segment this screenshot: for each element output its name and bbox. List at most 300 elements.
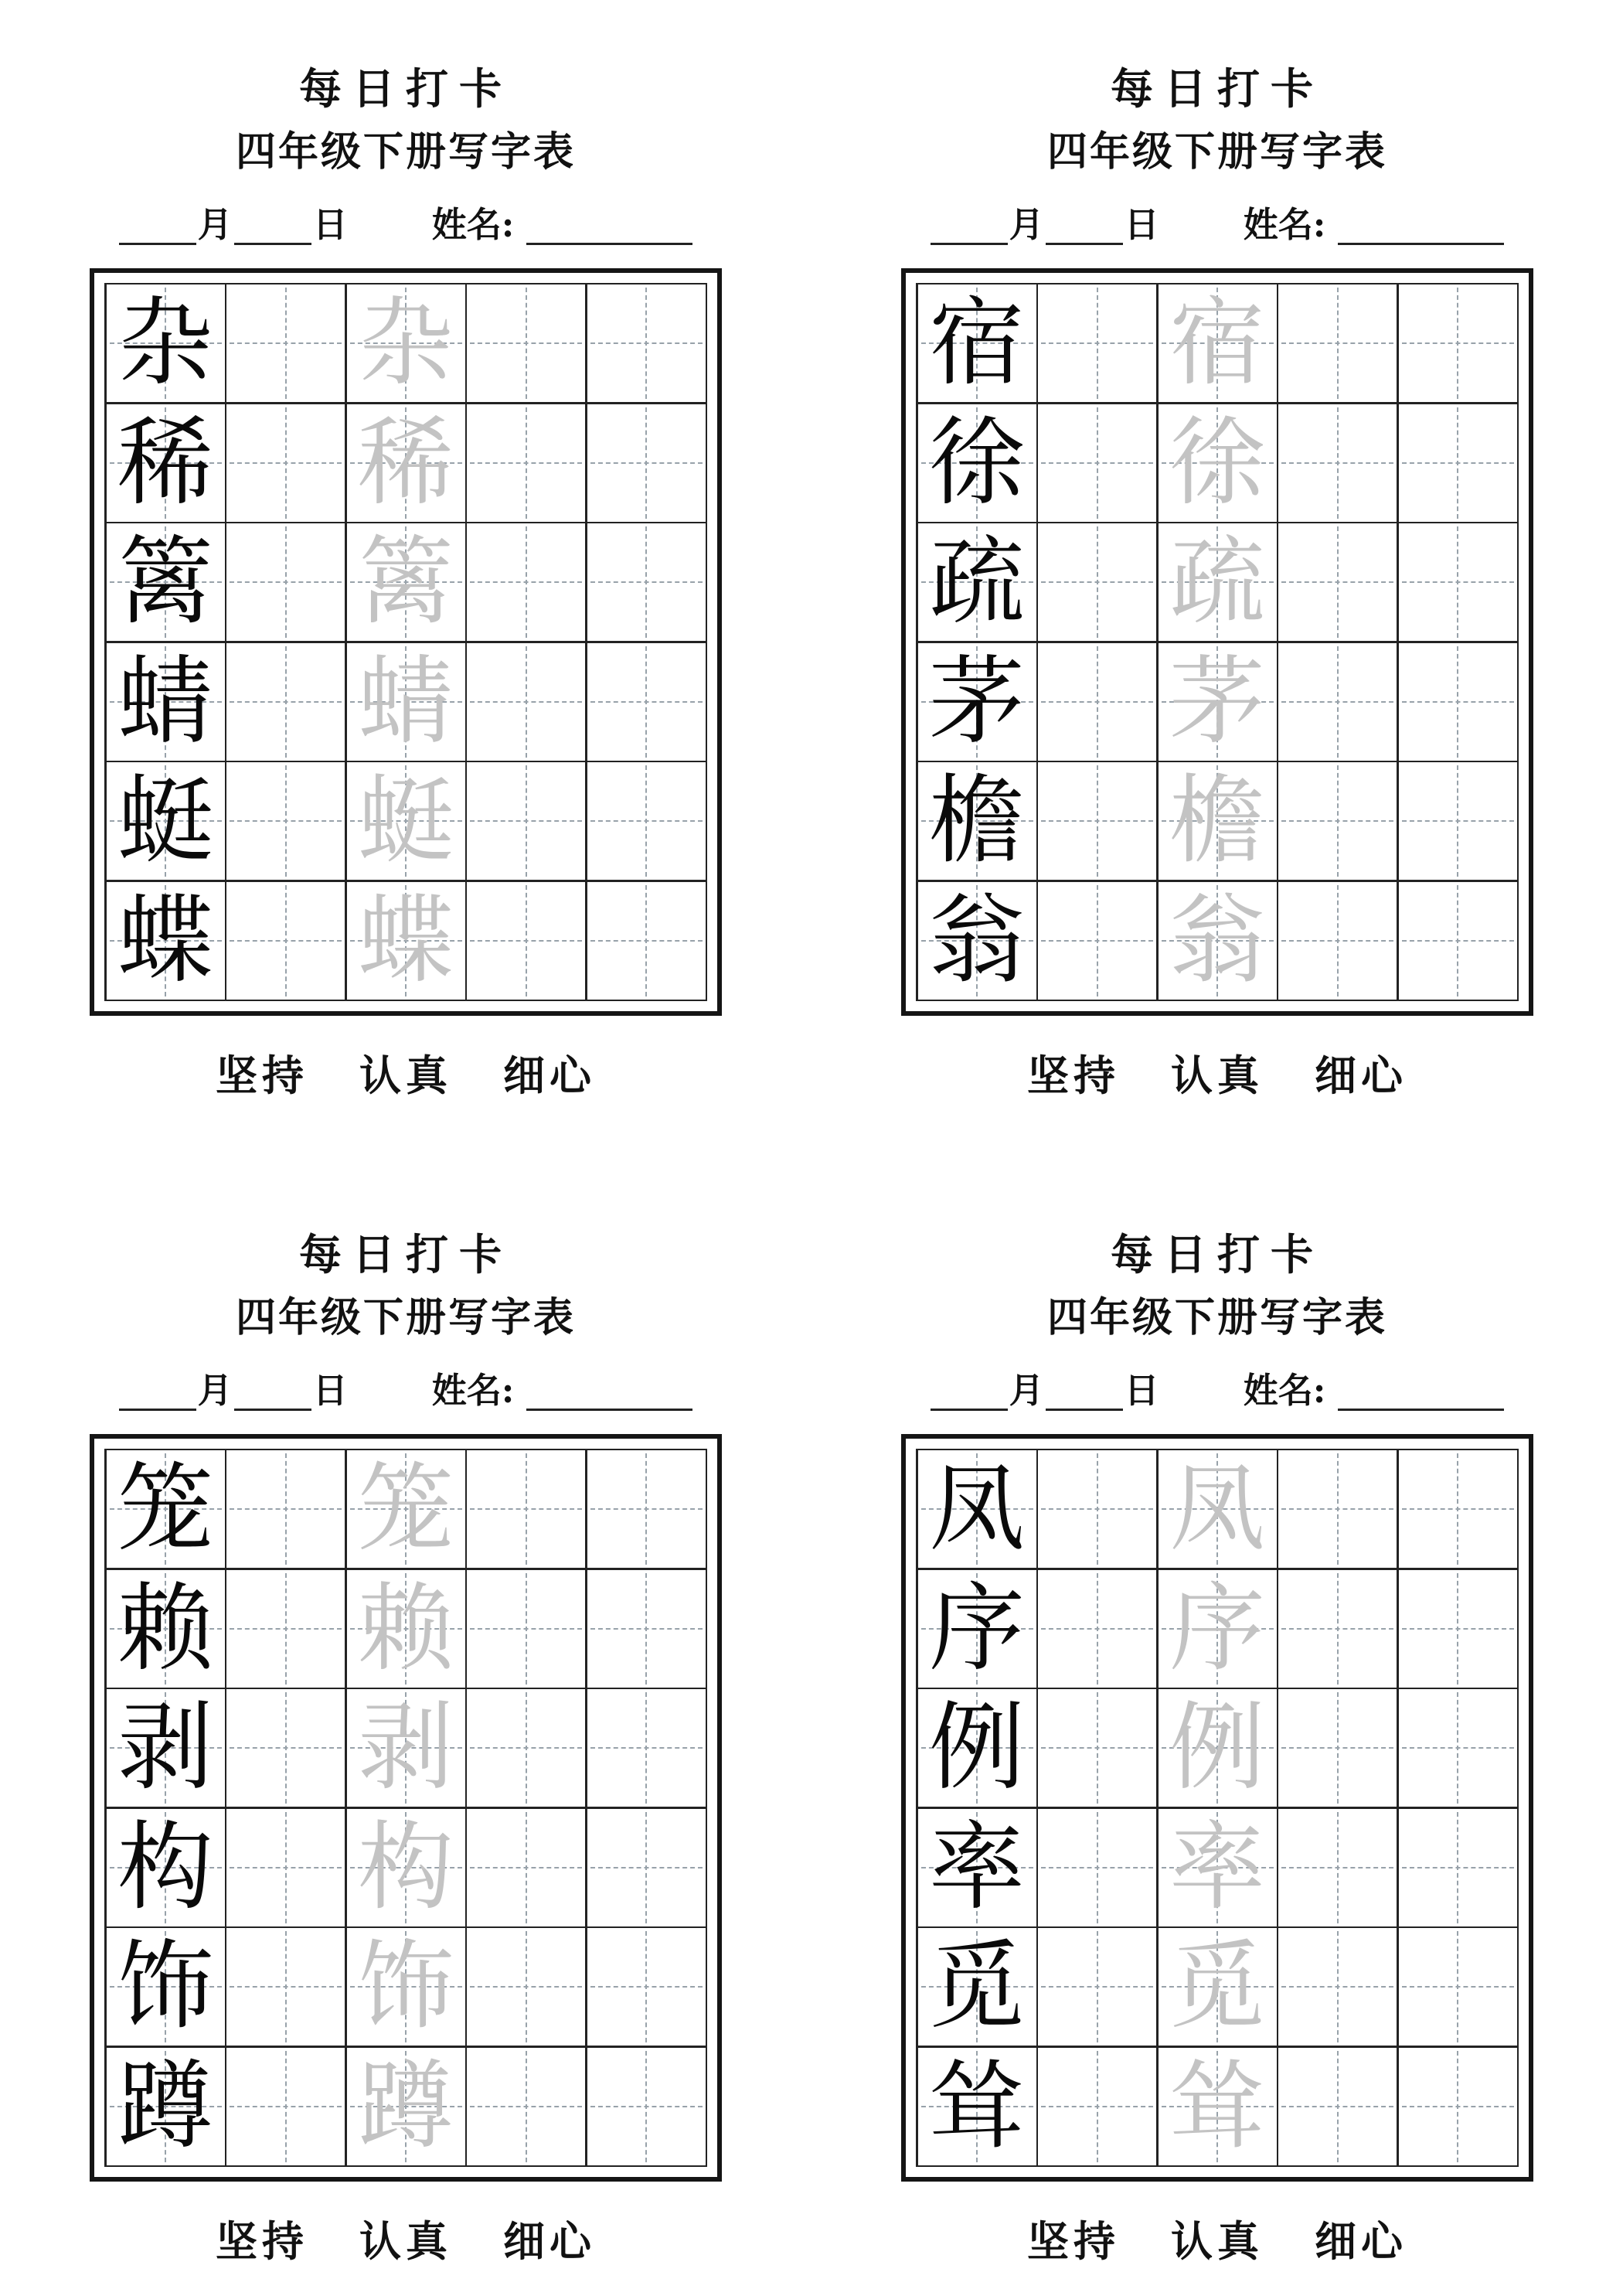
- name-label: 姓名:: [431, 203, 515, 245]
- horizontal-guide-line: [590, 820, 703, 822]
- grid-cell: [1038, 404, 1156, 522]
- model-character: 宿: [928, 288, 1025, 400]
- card-subtitle: 四年级下册写字表: [235, 128, 576, 175]
- grid-cell: [1399, 882, 1517, 1000]
- footer-word: 认真: [1171, 1051, 1264, 1101]
- grid-cell: [1159, 643, 1277, 761]
- card-footer: [1027, 1051, 1407, 1099]
- horizontal-guide-line: [470, 1628, 582, 1630]
- grid-cell: [467, 1450, 585, 1568]
- month-blank-line: [931, 207, 1008, 245]
- grid-cell: [226, 2048, 345, 2165]
- grid-cell: [226, 882, 345, 1000]
- horizontal-guide-line: [1041, 1508, 1153, 1510]
- grid-cell: [1038, 643, 1156, 761]
- practice-grid: [916, 1449, 1519, 2168]
- horizontal-guide-line: [470, 820, 582, 822]
- horizontal-guide-line: [1041, 462, 1153, 464]
- grid-cell: [347, 2048, 465, 2165]
- model-character: 檐: [928, 765, 1025, 877]
- horizontal-guide-line: [1041, 1628, 1153, 1630]
- grid-cell: [1278, 762, 1397, 880]
- name-label: 姓名:: [431, 1369, 515, 1411]
- grid-cell: [1278, 404, 1397, 522]
- grid-cell: [226, 1570, 345, 1688]
- grid-cell: [1038, 1809, 1156, 1926]
- month-blank-line: [931, 1373, 1008, 1411]
- trace-character: 蹲: [357, 2050, 454, 2162]
- horizontal-guide-line: [1402, 1628, 1514, 1630]
- grid-cell: [1278, 1450, 1397, 1568]
- grid-frame: [90, 268, 722, 1017]
- grid-cell: [587, 1450, 706, 1568]
- trace-character: 笼: [357, 1453, 454, 1565]
- grid-cell: [347, 762, 465, 880]
- trace-character: 凤: [1169, 1453, 1265, 1565]
- footer-word: 细心: [503, 2216, 596, 2267]
- grid-cell: [467, 1570, 585, 1688]
- model-character: 蹲: [117, 2050, 213, 2162]
- grid-cell: [1038, 762, 1156, 880]
- grid-cell: [1159, 1450, 1277, 1568]
- trace-character: 疏: [1169, 526, 1265, 639]
- grid-cell: [226, 523, 345, 641]
- horizontal-guide-line: [470, 462, 582, 464]
- horizontal-guide-line: [1402, 342, 1514, 344]
- horizontal-guide-line: [1041, 342, 1153, 344]
- grid-cell: [467, 643, 585, 761]
- footer-word: 细心: [1315, 2216, 1407, 2267]
- horizontal-guide-line: [1281, 1867, 1393, 1868]
- horizontal-guide-line: [1041, 820, 1153, 822]
- horizontal-guide-line: [1402, 820, 1514, 822]
- trace-character: 构: [357, 1811, 454, 1923]
- date-line: [931, 1366, 1505, 1411]
- horizontal-guide-line: [1402, 2106, 1514, 2107]
- model-character: 凤: [928, 1453, 1025, 1565]
- grid-cell: [107, 1689, 225, 1807]
- trace-character: 赖: [357, 1572, 454, 1685]
- trace-character: 蜓: [357, 765, 454, 877]
- grid-cell: [1038, 523, 1156, 641]
- grid-cell: [1278, 2048, 1397, 2165]
- horizontal-guide-line: [1402, 581, 1514, 583]
- grid-cell: [107, 523, 225, 641]
- horizontal-guide-line: [590, 1508, 703, 1510]
- month-label: 月: [197, 1369, 233, 1411]
- grid-cell: [107, 404, 225, 522]
- grid-cell: [587, 523, 706, 641]
- grid-cell: [226, 404, 345, 522]
- grid-cell: [1399, 1570, 1517, 1688]
- trace-character: 觅: [1169, 1931, 1265, 2043]
- grid-cell: [918, 643, 1036, 761]
- horizontal-guide-line: [590, 462, 703, 464]
- grid-cell: [347, 1809, 465, 1926]
- horizontal-guide-line: [1041, 581, 1153, 583]
- grid-cell: [587, 1809, 706, 1926]
- grid-cell: [1159, 882, 1277, 1000]
- model-character: 徐: [928, 407, 1025, 519]
- day-blank-line: [1046, 1373, 1123, 1411]
- card-subtitle: 四年级下册写字表: [1046, 1293, 1387, 1341]
- grid-cell: [1159, 762, 1277, 880]
- grid-cell: [1159, 284, 1277, 402]
- grid-cell: [1038, 882, 1156, 1000]
- grid-cell: [107, 2048, 225, 2165]
- grid-cell: [1159, 1928, 1277, 2046]
- trace-character: 翁: [1169, 884, 1265, 996]
- grid-cell: [226, 1450, 345, 1568]
- model-character: 茅: [928, 646, 1025, 758]
- grid-cell: [1159, 404, 1277, 522]
- grid-cell: [1159, 1570, 1277, 1688]
- horizontal-guide-line: [230, 1747, 342, 1749]
- grid-frame: [90, 1434, 722, 2182]
- day-label: 日: [1124, 203, 1159, 245]
- grid-cell: [1278, 882, 1397, 1000]
- grid-cell: [918, 1570, 1036, 1688]
- horizontal-guide-line: [470, 1508, 582, 1510]
- grid-cell: [918, 882, 1036, 1000]
- model-character: 翁: [928, 884, 1025, 996]
- horizontal-guide-line: [1402, 940, 1514, 942]
- card-subtitle: 四年级下册写字表: [1046, 128, 1387, 175]
- grid-cell: [226, 1928, 345, 2046]
- grid-cell: [467, 2048, 585, 2165]
- grid-cell: [226, 1689, 345, 1807]
- model-character: 构: [117, 1811, 213, 1923]
- horizontal-guide-line: [1281, 1747, 1393, 1749]
- horizontal-guide-line: [1402, 462, 1514, 464]
- practice-card-3: [0, 1148, 812, 2296]
- footer-word: 认真: [359, 1051, 452, 1101]
- grid-cell: [918, 1689, 1036, 1807]
- grid-cell: [1159, 523, 1277, 641]
- horizontal-guide-line: [230, 581, 342, 583]
- horizontal-guide-line: [470, 581, 582, 583]
- grid-cell: [226, 643, 345, 761]
- card-footer: [216, 1051, 596, 1099]
- horizontal-guide-line: [590, 1747, 703, 1749]
- trace-character: 饰: [357, 1931, 454, 2043]
- horizontal-guide-line: [1041, 1986, 1153, 1988]
- trace-character: 耸: [1169, 2050, 1265, 2162]
- trace-character: 率: [1169, 1811, 1265, 1923]
- horizontal-guide-line: [1281, 581, 1393, 583]
- horizontal-guide-line: [1402, 1747, 1514, 1749]
- horizontal-guide-line: [230, 2106, 342, 2107]
- grid-cell: [1399, 1450, 1517, 1568]
- card-title: 每日打卡: [298, 63, 512, 114]
- footer-word: 坚持: [216, 2216, 308, 2267]
- grid-cell: [467, 284, 585, 402]
- horizontal-guide-line: [590, 1867, 703, 1868]
- model-character: 觅: [928, 1931, 1025, 2043]
- grid-cell: [347, 1450, 465, 1568]
- grid-cell: [107, 1928, 225, 2046]
- grid-cell: [918, 762, 1036, 880]
- grid-cell: [1278, 1570, 1397, 1688]
- grid-cell: [1399, 404, 1517, 522]
- grid-cell: [347, 882, 465, 1000]
- grid-cell: [226, 1809, 345, 1926]
- name-label: 姓名:: [1243, 1369, 1326, 1411]
- horizontal-guide-line: [230, 701, 342, 703]
- grid-cell: [107, 643, 225, 761]
- month-blank-line: [119, 207, 196, 245]
- grid-cell: [347, 643, 465, 761]
- date-line: [931, 200, 1505, 245]
- grid-cell: [1159, 1809, 1277, 1926]
- footer-word: 坚持: [1027, 2216, 1120, 2267]
- horizontal-guide-line: [1281, 2106, 1393, 2107]
- grid-cell: [1159, 1689, 1277, 1807]
- horizontal-guide-line: [470, 342, 582, 344]
- horizontal-guide-line: [470, 701, 582, 703]
- trace-character: 蝶: [357, 884, 454, 996]
- horizontal-guide-line: [1281, 1986, 1393, 1988]
- grid-cell: [587, 284, 706, 402]
- horizontal-guide-line: [1281, 940, 1393, 942]
- practice-card-2: [812, 0, 1623, 1148]
- footer-word: 认真: [359, 2216, 452, 2267]
- date-line: [119, 1366, 693, 1411]
- grid-cell: [467, 762, 585, 880]
- footer-word: 认真: [1171, 2216, 1264, 2267]
- model-character: 蜻: [117, 646, 213, 758]
- grid-cell: [587, 2048, 706, 2165]
- footer-word: 细心: [503, 1051, 596, 1101]
- grid-cell: [467, 404, 585, 522]
- grid-cell: [1399, 284, 1517, 402]
- grid-cell: [1038, 284, 1156, 402]
- trace-character: 徐: [1169, 407, 1265, 519]
- grid-cell: [587, 643, 706, 761]
- grid-cell: [1278, 1809, 1397, 1926]
- card-title: 每日打卡: [1110, 63, 1324, 114]
- trace-character: 宿: [1169, 288, 1265, 400]
- grid-cell: [1399, 1689, 1517, 1807]
- day-label: 日: [312, 203, 348, 245]
- trace-character: 序: [1169, 1572, 1265, 1685]
- horizontal-guide-line: [230, 462, 342, 464]
- grid-cell: [226, 762, 345, 880]
- grid-cell: [1038, 1689, 1156, 1807]
- grid-cell: [918, 404, 1036, 522]
- horizontal-guide-line: [590, 1986, 703, 1988]
- grid-cell: [347, 523, 465, 641]
- horizontal-guide-line: [590, 581, 703, 583]
- horizontal-guide-line: [590, 342, 703, 344]
- trace-character: 杂: [357, 288, 454, 400]
- horizontal-guide-line: [1402, 1508, 1514, 1510]
- footer-word: 细心: [1315, 1051, 1407, 1101]
- grid-cell: [587, 1689, 706, 1807]
- model-character: 饰: [117, 1931, 213, 2043]
- card-subtitle: 四年级下册写字表: [235, 1293, 576, 1341]
- footer-word: 坚持: [216, 1051, 308, 1101]
- name-blank-line: [1338, 207, 1504, 245]
- horizontal-guide-line: [1281, 820, 1393, 822]
- horizontal-guide-line: [470, 1867, 582, 1868]
- grid-cell: [1399, 1809, 1517, 1926]
- month-label: 月: [197, 203, 233, 245]
- grid-cell: [1399, 762, 1517, 880]
- grid-cell: [107, 284, 225, 402]
- horizontal-guide-line: [230, 342, 342, 344]
- footer-word: 坚持: [1027, 1051, 1120, 1101]
- grid-cell: [1278, 1928, 1397, 2046]
- grid-cell: [1399, 2048, 1517, 2165]
- model-character: 剥: [117, 1692, 213, 1804]
- name-label: 姓名:: [1243, 203, 1326, 245]
- grid-cell: [347, 404, 465, 522]
- model-character: 例: [928, 1692, 1025, 1804]
- horizontal-guide-line: [230, 940, 342, 942]
- grid-cell: [467, 1689, 585, 1807]
- grid-cell: [347, 1570, 465, 1688]
- horizontal-guide-line: [590, 701, 703, 703]
- grid-cell: [226, 284, 345, 402]
- horizontal-guide-line: [470, 2106, 582, 2107]
- day-blank-line: [1046, 207, 1123, 245]
- grid-cell: [107, 1809, 225, 1926]
- horizontal-guide-line: [1402, 1867, 1514, 1868]
- trace-character: 茅: [1169, 646, 1265, 758]
- grid-cell: [1038, 1928, 1156, 2046]
- model-character: 疏: [928, 526, 1025, 639]
- trace-character: 蜻: [357, 646, 454, 758]
- grid-cell: [918, 1928, 1036, 2046]
- horizontal-guide-line: [230, 1628, 342, 1630]
- grid-cell: [1159, 2048, 1277, 2165]
- day-blank-line: [234, 207, 311, 245]
- horizontal-guide-line: [1402, 1986, 1514, 1988]
- horizontal-guide-line: [1041, 940, 1153, 942]
- grid-frame: [901, 268, 1533, 1017]
- grid-cell: [918, 2048, 1036, 2165]
- grid-cell: [918, 1809, 1036, 1926]
- grid-cell: [587, 762, 706, 880]
- grid-cell: [347, 284, 465, 402]
- card-footer: [1027, 2217, 1407, 2265]
- card-footer: [216, 2217, 596, 2265]
- horizontal-guide-line: [590, 940, 703, 942]
- practice-grid: [104, 283, 707, 1002]
- practice-card-4: [812, 1148, 1623, 2296]
- horizontal-guide-line: [230, 820, 342, 822]
- horizontal-guide-line: [1281, 342, 1393, 344]
- horizontal-guide-line: [230, 1986, 342, 1988]
- grid-cell: [1399, 643, 1517, 761]
- model-character: 杂: [117, 288, 213, 400]
- grid-cell: [918, 523, 1036, 641]
- practice-card-1: [0, 0, 812, 1148]
- grid-cell: [107, 762, 225, 880]
- month-blank-line: [119, 1373, 196, 1411]
- model-character: 篱: [117, 526, 213, 639]
- grid-cell: [918, 1450, 1036, 1568]
- horizontal-guide-line: [230, 1867, 342, 1868]
- grid-cell: [107, 1450, 225, 1568]
- practice-grid: [104, 1449, 707, 2168]
- horizontal-guide-line: [1041, 1867, 1153, 1868]
- model-character: 笼: [117, 1453, 213, 1565]
- trace-character: 篱: [357, 526, 454, 639]
- horizontal-guide-line: [1281, 462, 1393, 464]
- grid-cell: [107, 882, 225, 1000]
- day-label: 日: [312, 1369, 348, 1411]
- horizontal-guide-line: [1041, 701, 1153, 703]
- model-character: 蝶: [117, 884, 213, 996]
- grid-cell: [587, 1928, 706, 2046]
- horizontal-guide-line: [470, 1747, 582, 1749]
- trace-character: 剥: [357, 1692, 454, 1804]
- grid-cell: [467, 1809, 585, 1926]
- model-character: 序: [928, 1572, 1025, 1685]
- model-character: 蜓: [117, 765, 213, 877]
- practice-grid: [916, 283, 1519, 1002]
- month-label: 月: [1009, 203, 1044, 245]
- grid-cell: [1038, 1450, 1156, 1568]
- day-blank-line: [234, 1373, 311, 1411]
- horizontal-guide-line: [590, 2106, 703, 2107]
- grid-cell: [347, 1928, 465, 2046]
- card-title: 每日打卡: [1110, 1229, 1324, 1279]
- horizontal-guide-line: [1041, 2106, 1153, 2107]
- horizontal-guide-line: [1281, 1628, 1393, 1630]
- grid-cell: [587, 1570, 706, 1688]
- trace-character: 稀: [357, 407, 454, 519]
- grid-cell: [347, 1689, 465, 1807]
- card-title: 每日打卡: [298, 1229, 512, 1279]
- day-label: 日: [1124, 1369, 1159, 1411]
- model-character: 赖: [117, 1572, 213, 1685]
- grid-cell: [1278, 1689, 1397, 1807]
- month-label: 月: [1009, 1369, 1044, 1411]
- name-blank-line: [526, 207, 692, 245]
- grid-cell: [1278, 643, 1397, 761]
- grid-cell: [1399, 1928, 1517, 2046]
- grid-cell: [467, 1928, 585, 2046]
- model-character: 率: [928, 1811, 1025, 1923]
- grid-cell: [467, 882, 585, 1000]
- horizontal-guide-line: [590, 1628, 703, 1630]
- date-line: [119, 200, 693, 245]
- grid-cell: [1278, 284, 1397, 402]
- trace-character: 例: [1169, 1692, 1265, 1804]
- grid-cell: [1038, 2048, 1156, 2165]
- model-character: 稀: [117, 407, 213, 519]
- horizontal-guide-line: [470, 1986, 582, 1988]
- horizontal-guide-line: [1281, 701, 1393, 703]
- horizontal-guide-line: [230, 1508, 342, 1510]
- grid-frame: [901, 1434, 1533, 2182]
- horizontal-guide-line: [1402, 701, 1514, 703]
- grid-cell: [107, 1570, 225, 1688]
- grid-cell: [1038, 1570, 1156, 1688]
- trace-character: 檐: [1169, 765, 1265, 877]
- model-character: 耸: [928, 2050, 1025, 2162]
- grid-cell: [587, 882, 706, 1000]
- horizontal-guide-line: [470, 940, 582, 942]
- horizontal-guide-line: [1041, 1747, 1153, 1749]
- horizontal-guide-line: [1281, 1508, 1393, 1510]
- grid-cell: [918, 284, 1036, 402]
- name-blank-line: [526, 1373, 692, 1411]
- grid-cell: [1399, 523, 1517, 641]
